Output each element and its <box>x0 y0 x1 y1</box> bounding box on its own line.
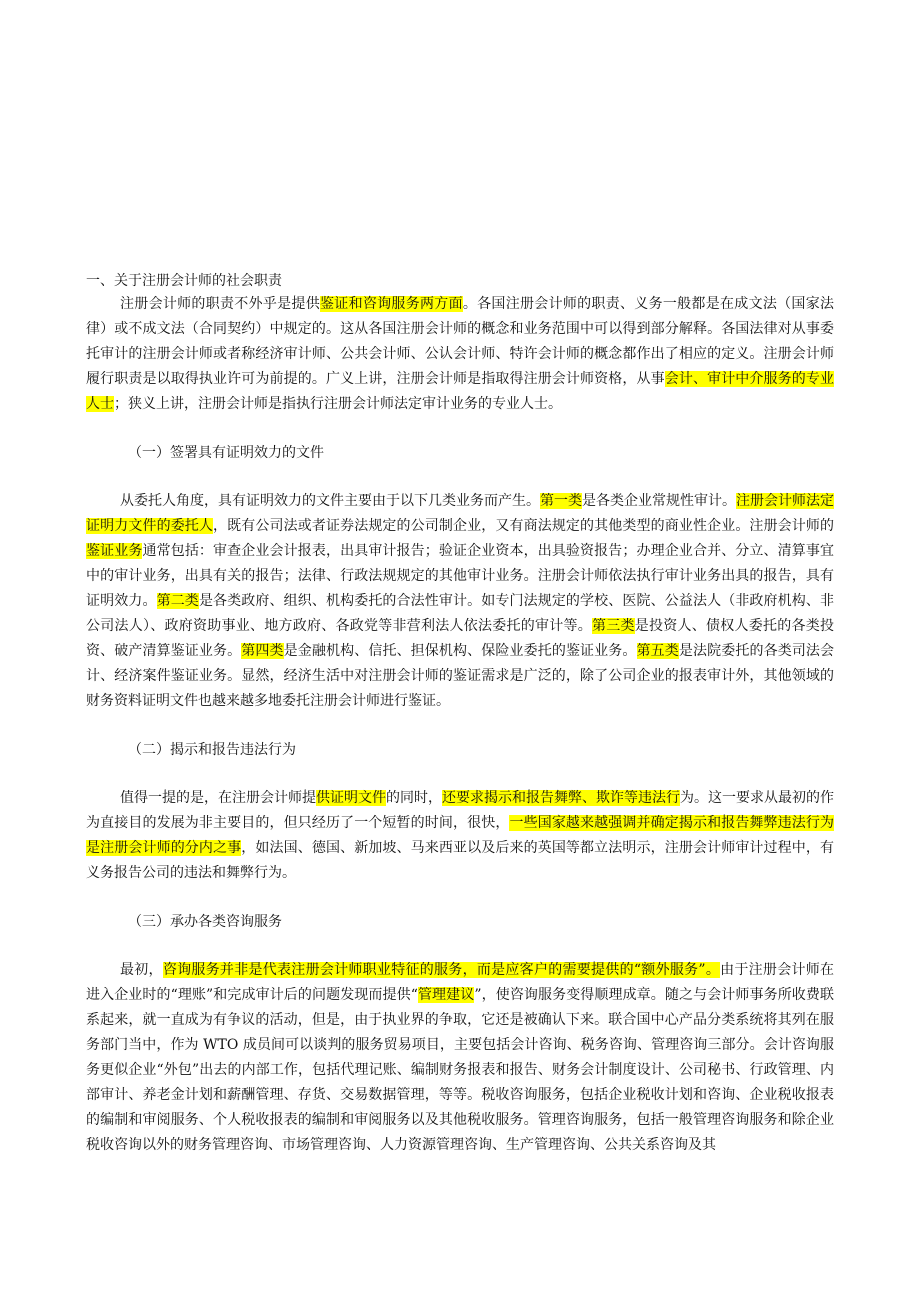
text-run: ，如法国、德国、新加坡、马来西亚以及后来的英国等都立法明示，注册会计师审计过程中，有义务报告公司的违法和舞弊行为。 <box>86 840 835 881</box>
highlighted-text: 会计、审计中介服务的专业人士 <box>86 371 835 412</box>
subheading-reporting: （二）揭示和报告违法行为 <box>128 742 296 758</box>
section-heading-social-duties: 一、关于注册会计师的社会职责 <box>86 273 282 289</box>
highlighted-text: 一些国家越来越强调并确定揭示和报告舞弊违法行为是注册会计师的分内之事 <box>86 815 835 856</box>
text-run: 通常包括：审查企业会计报表，出具审计报告；验证企业资本，出具验资报告；办理企业合并、分立、清算事宜中的审计业务，出具有关的报告；法律、行政法规规定的其他审计业务。注册会计师依法执行审计业务出具的报告，具有证明效力。 <box>86 543 835 609</box>
text-run: 值得一提的是，在注册会计师提 <box>120 790 316 806</box>
subheading-certification: （一）签署具有证明效力的文件 <box>128 445 324 461</box>
paragraph-certification <box>86 489 834 714</box>
text-run: ；狭义上讲，注册会计师是指执行注册会计师法定审计业务的专业人士。 <box>114 396 562 412</box>
highlighted-text: 咨询服务并非是代表注册会计师职业特征的服务，而是应客户的需要提供的“额外服务”。 <box>162 962 721 978</box>
highlighted-text: 管理建议 <box>417 987 475 1003</box>
document-page <box>86 270 834 1158</box>
text-run: 是各类企业常规性审计。 <box>582 493 736 509</box>
highlighted-text: 第四类 <box>241 643 284 659</box>
paragraph-duties <box>86 292 834 417</box>
spacer <box>86 886 834 911</box>
text-run: 注册会计师的职责不外乎是提供 <box>120 296 320 312</box>
paragraph-reporting <box>86 786 834 886</box>
text-run: 是法院委托的各类司法会计、经济案件鉴证业务。显然，经济生活中对注册会计师的鉴证需求是广泛的，除了公司企业的报表审计外，其他领域的财务资料证明文件也越来越多地委托注册会计师进行鉴证。 <box>86 643 835 709</box>
highlighted-text: 第二类 <box>156 593 199 609</box>
text-run: 的同时， <box>386 790 442 806</box>
subheading-consulting: （三）承办各类咨询服务 <box>128 914 282 930</box>
spacer <box>86 933 834 958</box>
highlighted-text: 鉴证和咨询服务两方面 <box>320 296 463 312</box>
highlighted-text: 还要求揭示和报告舞弊、欺诈等违法行 <box>442 790 680 806</box>
text-run: ，既有公司法或者证券法规定的公司制企业，又有商法规定的其他类型的商业性企业。注册会计师的 <box>213 518 835 534</box>
highlighted-text: 注册会计师法定证明力文件的委托人 <box>86 493 834 534</box>
highlighted-text: 第五类 <box>636 643 679 659</box>
text-run: 由于注册会计师在进入企业时的“理账”和完成审计后的问题发现而提供“ <box>86 962 835 1003</box>
text-run: 。各国注册会计师的职责、义务一般都是在成文法（国家法律）或不成文法（合同契约）中规定的。这从各国注册会计师的概念和业务范围中可以得到部分解释。各国法律对从事委托审计的注册会计师或者称经济审计师、公共会计师、公认会计师、特许会计师的概念都作出了相应的定义。注册会计师履行职责是以取得执业许可为前提的。广义上讲，注册会计师是指取得注册会计师资格，从事 <box>86 296 835 387</box>
highlighted-text: 第三类 <box>592 618 635 634</box>
text-run: ”，使咨询服务变得顺理成章。随之与会计师事务所收费联系起来，就一直成为有争议的活动，但是，由于执业界的争取，它还是被确认下来。联合国中心产品分类系统将其列在服务部门当中，作为 WTO 成员间可以谈判的服务贸易项目，主要包括会计咨询、税务咨询、管理咨询三部分。会计咨询服务更似企业“外包”出去的内部工作，包括代理记账、编制财务报表和报告、财务会计制度设计、公司秘书、行政管理、内部审计、养老金计划和薪酬管理、存货、交易数据管理，等等。税收咨询服务，包括企业税收计划和咨询、企业税收报表的编制和审阅服务、个人税收报表的编制和审阅服务以及其他税收服务。管理咨询服务，包括一般管理咨询服务和除企业税收咨询以外的财务管理咨询、市场管理咨询、人力资源管理咨询、生产管理咨询、公共关系咨询及其 <box>86 987 834 1153</box>
highlighted-text: 供证明文件 <box>316 790 386 806</box>
paragraph-consulting <box>86 958 834 1158</box>
spacer <box>86 714 834 739</box>
text-run: 为。这一要求从最初的作为直接目的发展为非主要目的，但只经历了一个短暂的时间，很快， <box>86 790 834 831</box>
spacer <box>86 761 834 786</box>
text-run: 是投资人、债权人委托的各类投资、破产清算鉴证业务。 <box>86 618 834 659</box>
text-run: 最初， <box>120 962 163 978</box>
highlighted-text: 鉴证业务 <box>86 543 143 559</box>
spacer <box>86 464 834 489</box>
text-run: 从委托人角度，具有证明效力的文件主要由于以下几类业务而产生。 <box>120 493 540 509</box>
text-run: 是各类政府、组织、机构委托的合法性审计。如专门法规定的学校、医院、公益法人（非政府机构、非公司法人）、政府资助事业、地方政府、各政党等非营利法人依法委托的审计等。 <box>86 593 835 634</box>
spacer <box>86 417 834 442</box>
highlighted-text: 第一类 <box>540 493 582 509</box>
text-run: 是金融机构、信托、担保机构、保险业委托的鉴证业务。 <box>283 643 637 659</box>
